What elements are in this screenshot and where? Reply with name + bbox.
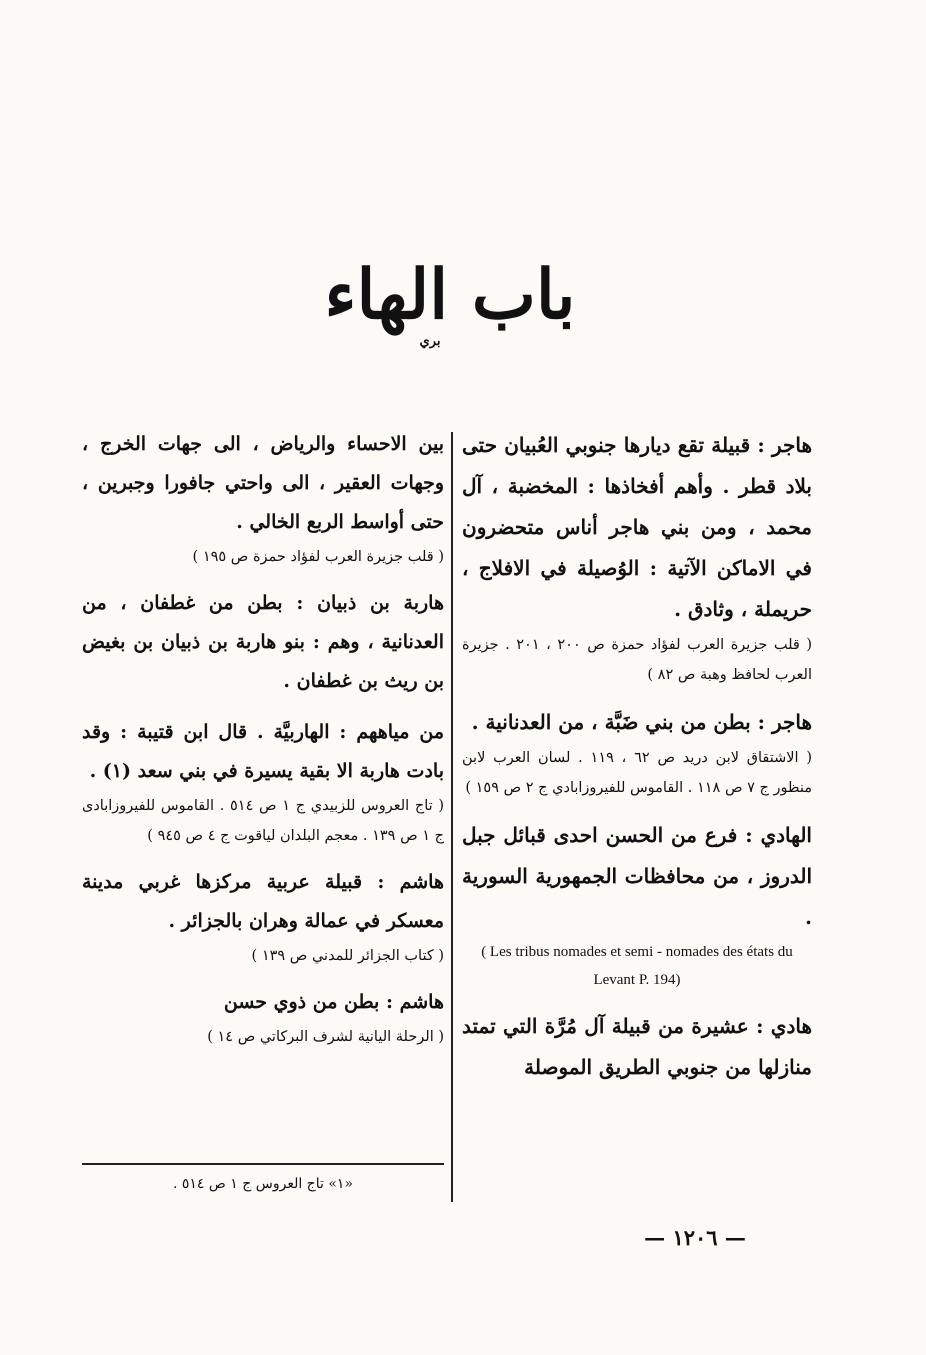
entry-hajir-2 (462, 702, 812, 803)
entry-body (462, 1006, 812, 1088)
entry-text: بطن من ذوي حسن (223, 991, 380, 1013)
entry-body (462, 815, 812, 938)
entry-hadi (462, 1006, 812, 1088)
entry-haribah-waters (82, 713, 444, 851)
entry-hajir-1 (462, 425, 812, 690)
entry-body (82, 983, 444, 1022)
entry-text: بطن من بني ضَبَّة ، من العدنانية . (471, 710, 751, 734)
entry-head: هاشم : (377, 871, 444, 893)
page-number: — ١٢٠٦ — (644, 1225, 746, 1250)
entry-citation: ( الاشتقاق لابن دريد ص ٦٢ ، ١١٩ . لسان العرب لابن منظور ج ٧ ص ١١٨ . القاموس للفيروزابادي ج ٢ ص ١٥٩ ) (462, 750, 812, 796)
entry-body (82, 863, 444, 941)
footnote: «١» تاج العروس ج ١ ص ٥١٤ . (172, 1176, 354, 1192)
entry-head: هاجر : (757, 710, 812, 734)
entry-citation: ( قلب جزيرة العرب لفؤاد حمزة ص ١٩٥ ) (192, 549, 444, 565)
chapter-heading (250, 250, 650, 360)
entry-body (462, 425, 812, 630)
entry-head: هاشم : (385, 991, 444, 1013)
entry-citation: ( قلب جزيرة العرب لفؤاد حمزة ص ٢٠٠ ، ٢٠١ . جزيرة العرب لحافظ وهبة ص ٨٢ ) (462, 637, 812, 683)
entry-citation-latin: ( Les tribus nomades et semi - nomades des états du Levant P. 194) (481, 944, 793, 988)
entry-citation: ( كتاب الجزائر للمدني ص ١٣٩ ) (251, 948, 444, 964)
entry-head: هاربة بن ذبيان : (296, 592, 444, 614)
entry-continuation (82, 425, 444, 572)
entry-haribah (82, 584, 444, 701)
column-divider (451, 432, 453, 1202)
entry-hashim-1 (82, 863, 444, 971)
entry-body (462, 702, 812, 743)
entry-citation: ( تاج العروس للزبيدي ج ١ ص ٥١٤ . القاموس للفيروزابادى ج ١ ص ١٣٩ . معجم البلدان لياقوت ج ٤ ص ٩٤٥ ) (82, 798, 444, 844)
chapter-title: باب الهاء (324, 255, 576, 335)
entry-text: من مياههم : الهاربيَّة . قال ابن قتيبة : وقد بادت هاربة الا بقية يسيرة في بني سعد (١) . (82, 721, 444, 782)
left-column (82, 425, 444, 1064)
entry-head: هادي : (756, 1014, 812, 1038)
entry-head: الهادي : (745, 823, 812, 847)
entry-text: قبيلة تقع ديارها جنوبي العُبيان حتى بلاد قطر . وأهم أفخاذها : المخضبة ، آل محمد ، ومن بني هاجر أناس متحضرون في الاماكن الآتية : الوُصيلة في الافلاج ، حريملة ، وثادق . (462, 433, 812, 621)
right-column (462, 425, 812, 1100)
footnote-divider (82, 1163, 444, 1165)
entry-text: بين الاحساء والرياض ، الى جهات الخرج ، وجهات العقير ، الى واحتي جافورا وجبرين ، حتى أواسط الربع الخالي . (82, 433, 444, 533)
entry-text: قبيلة عربية مركزها غربي مدينة معسكر في عمالة وهران بالجزائر . (82, 871, 444, 932)
entry-text: فرع من الحسن احدى قبائل جبل الدروز ، من محافظات الجمهورية السورية . (462, 823, 812, 929)
entry-body (82, 584, 444, 701)
entry-citation: ( الرحلة اليانية لشرف البركاتي ص ١٤ ) (207, 1029, 444, 1045)
entry-text: عشيرة من قبيلة آل مُرَّة التي تمتد منازلها من جنوبي الطريق الموصلة (462, 1014, 812, 1079)
entry-alhadi (462, 815, 812, 994)
chapter-subtitle: بري (419, 334, 441, 349)
entry-text: بطن من غطفان ، من العدنانية ، وهم : بنو هاربة بن ذبيان بن بغيض بن ريث بن غطفان . (82, 592, 444, 692)
entry-hashim-2 (82, 983, 444, 1052)
entry-head: هاجر : (757, 433, 813, 457)
